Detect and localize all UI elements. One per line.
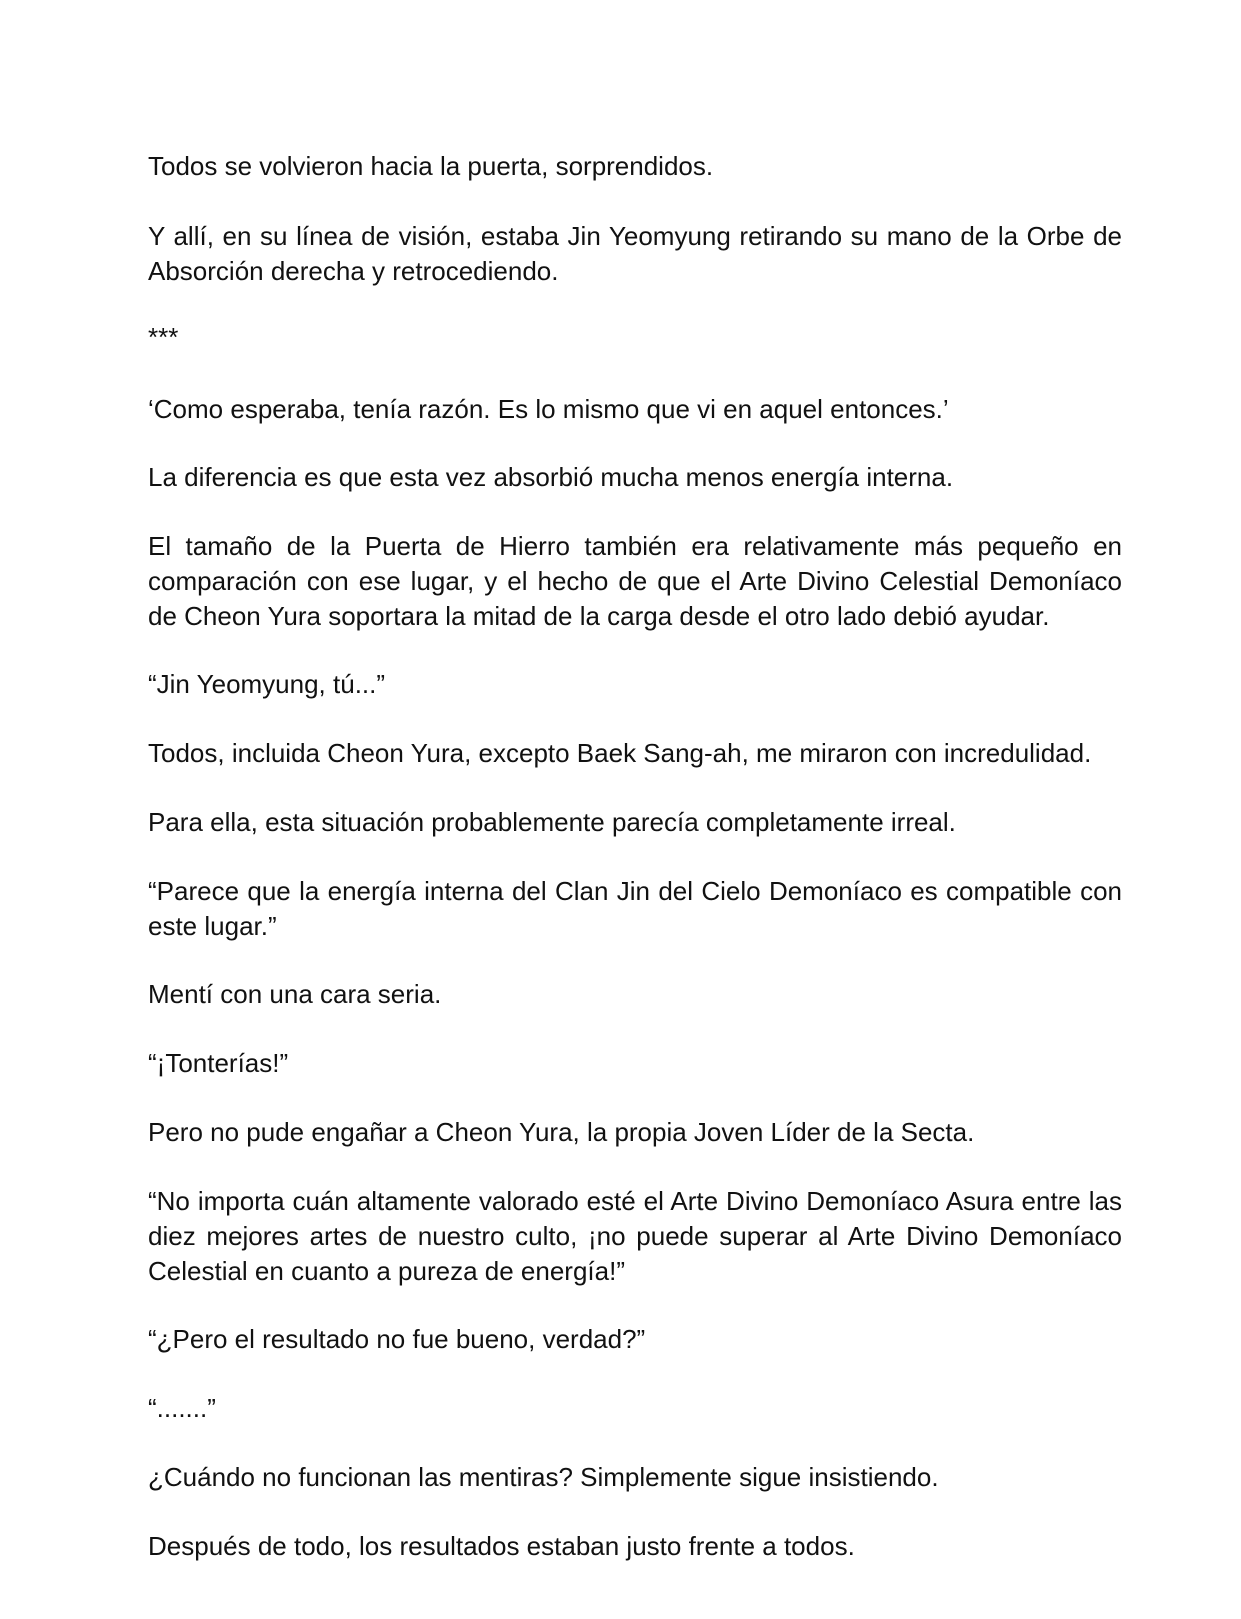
dialogue-line: “No importa cuán altamente valorado esté el Arte Divino Demoníaco Asura entre las diez mejores artes de nuestro culto, ¡no puede superar al Arte Divino Demoníaco Celestial en cuanto a pureza de energía!” [148,1186,1122,1286]
paragraph: Para ella, esta situación probablemente parecía completamente irreal. [148,807,956,837]
paragraph: La diferencia es que esta vez absorbió mucha menos energía interna. [148,462,954,492]
dialogue-line: “Jin Yeomyung, tú...” [148,669,386,699]
scene-break: *** [148,322,179,352]
paragraph: Después de todo, los resultados estaban justo frente a todos. [148,1531,855,1561]
dialogue-line: “¡Tonterías!” [148,1048,289,1078]
paragraph: ‘Como esperaba, tenía razón. Es lo mismo que vi en aquel entonces.’ [148,394,949,424]
paragraph: Todos, incluida Cheon Yura, excepto Baek Sang-ah, me miraron con incredulidad. [148,738,1092,768]
dialogue-line: “.......” [148,1393,216,1423]
paragraph: ¿Cuándo no funcionan las mentiras? Simplemente sigue insistiendo. [148,1462,939,1492]
paragraph: El tamaño de la Puerta de Hierro también era relativamente más pequeño en comparación con ese lugar, y el hecho de que el Arte Divino Celestial Demoníaco de Cheon Yura soportara la mitad de la carga desde el otro lado debió ayudar. [148,531,1122,631]
paragraph: Pero no pude engañar a Cheon Yura, la propia Joven Líder de la Secta. [148,1117,975,1147]
dialogue-line: “Parece que la energía interna del Clan Jin del Cielo Demoníaco es compatible con este lugar.” [148,876,1122,941]
dialogue-line: “¿Pero el resultado no fue bueno, verdad?” [148,1324,646,1354]
paragraph: Todos se volvieron hacia la puerta, sorprendidos. [148,151,714,181]
paragraph: Y allí, en su línea de visión, estaba Jin Yeomyung retirando su mano de la Orbe de Absorción derecha y retrocediendo. [148,221,1122,286]
paragraph: Mentí con una cara seria. [148,979,442,1009]
